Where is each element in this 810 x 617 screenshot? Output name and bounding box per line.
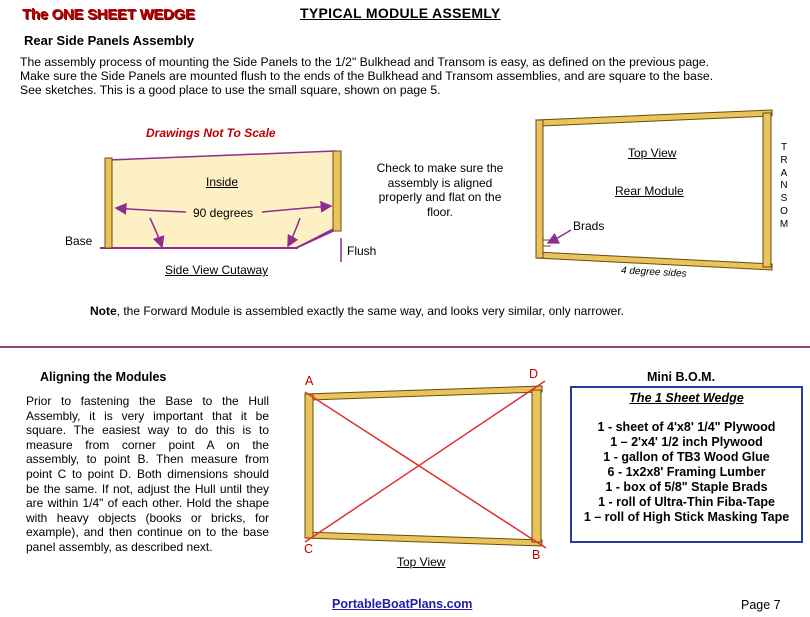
point-c-label: C xyxy=(304,542,314,556)
check-note: Check to make sure the assembly is aligned properly and flat on the floor. xyxy=(376,161,504,219)
base-label: Base xyxy=(65,234,93,248)
bulkhead-edge xyxy=(105,158,112,248)
transom-letter: M xyxy=(779,218,789,230)
bom-item: 1 - gallon of TB3 Wood Glue xyxy=(603,450,770,464)
note-text: , the Forward Module is assembled exactly the same way, and looks very similar, only narrower. xyxy=(116,304,624,318)
note-bold: Note xyxy=(90,304,117,318)
bom-title: The 1 Sheet Wedge xyxy=(629,391,744,405)
transom-letter: O xyxy=(780,205,788,217)
brand-title: The ONE SHEET WEDGE xyxy=(22,6,195,23)
bom-box xyxy=(570,386,803,543)
website-link[interactable]: PortableBoatPlans.com xyxy=(332,597,473,611)
degree-sides-label: 4 degree sides xyxy=(620,265,687,280)
brads-arrow xyxy=(548,230,571,243)
page-number: Page 7 xyxy=(741,598,781,612)
bom-item: 6 - 1x2x8' Framing Lumber xyxy=(607,465,766,479)
degrees-label: 90 degrees xyxy=(193,206,254,220)
top-view-title: Top View xyxy=(628,146,677,160)
forward-module-note xyxy=(90,304,624,318)
transom-letter: N xyxy=(780,180,788,192)
point-b-label: B xyxy=(532,548,541,562)
side-panel-shape xyxy=(108,151,335,248)
bom-item: 1 - box of 5/8" Staple Brads xyxy=(605,480,768,494)
point-a-label: A xyxy=(305,374,314,388)
side-view-caption: Side View Cutaway xyxy=(165,263,269,277)
transom-label xyxy=(779,142,789,232)
bom-heading: Mini B.O.M. xyxy=(647,370,716,384)
aligning-heading: Aligning the Modules xyxy=(40,370,167,384)
intro-line: Make sure the Side Panels are mounted flush to the ends of the Bulkhead and Transom assemblies, and are square to the base. xyxy=(20,69,714,83)
intro-line: The assembly process of mounting the Side Panels to the 1/2" Bulkhead and Transom is easy, as defined on the previous page. xyxy=(20,55,710,69)
aligning-caption: Top View xyxy=(397,555,446,569)
bom-list xyxy=(572,420,801,525)
section-subheading: Rear Side Panels Assembly xyxy=(24,33,195,48)
brads-label: Brads xyxy=(573,219,605,233)
bom-item: 1 – roll of High Stick Masking Tape xyxy=(583,510,790,524)
transom-letter: R xyxy=(780,154,788,166)
transom-edge xyxy=(333,151,341,231)
inside-label: Inside xyxy=(206,175,239,189)
point-d-label: D xyxy=(529,367,539,381)
rear-module-label: Rear Module xyxy=(615,184,684,198)
aligning-paragraph: Prior to fastening the Base to the Hull Assembly, it is very important that it be square. The easiest way to do this is to measure from corner point A on the assembly, to point B. Then measure from point C to point D. Both dimensions should be the same. If not, adjust the Hull until they are within 1/4" of each other. Hold the shape with heavy objects (books or bricks, for example), and then continue on to the base panel assembly, as described next. xyxy=(26,394,269,554)
bom-item: 1 - sheet of 4'x8' 1/4" Plywood xyxy=(597,420,776,434)
bom-item: 1 - roll of Ultra-Thin Fiba-Tape xyxy=(598,495,775,509)
flush-label: Flush xyxy=(347,244,377,258)
drawings-note: Drawings Not To Scale xyxy=(146,126,276,140)
page-title: TYPICAL MODULE ASSEMLY xyxy=(300,5,501,21)
transom-letter: A xyxy=(780,167,788,179)
diagonal-cd xyxy=(305,381,545,542)
section-divider xyxy=(0,346,810,348)
bom-item: 1 – 2'x4' 1/2 inch Plywood xyxy=(610,435,763,449)
transom-letter: S xyxy=(780,193,788,205)
transom-letter: T xyxy=(780,142,788,153)
intro-line: See sketches. This is a good place to use the small square, shown on page 5. xyxy=(20,83,441,97)
diagonal-ab xyxy=(305,392,546,548)
